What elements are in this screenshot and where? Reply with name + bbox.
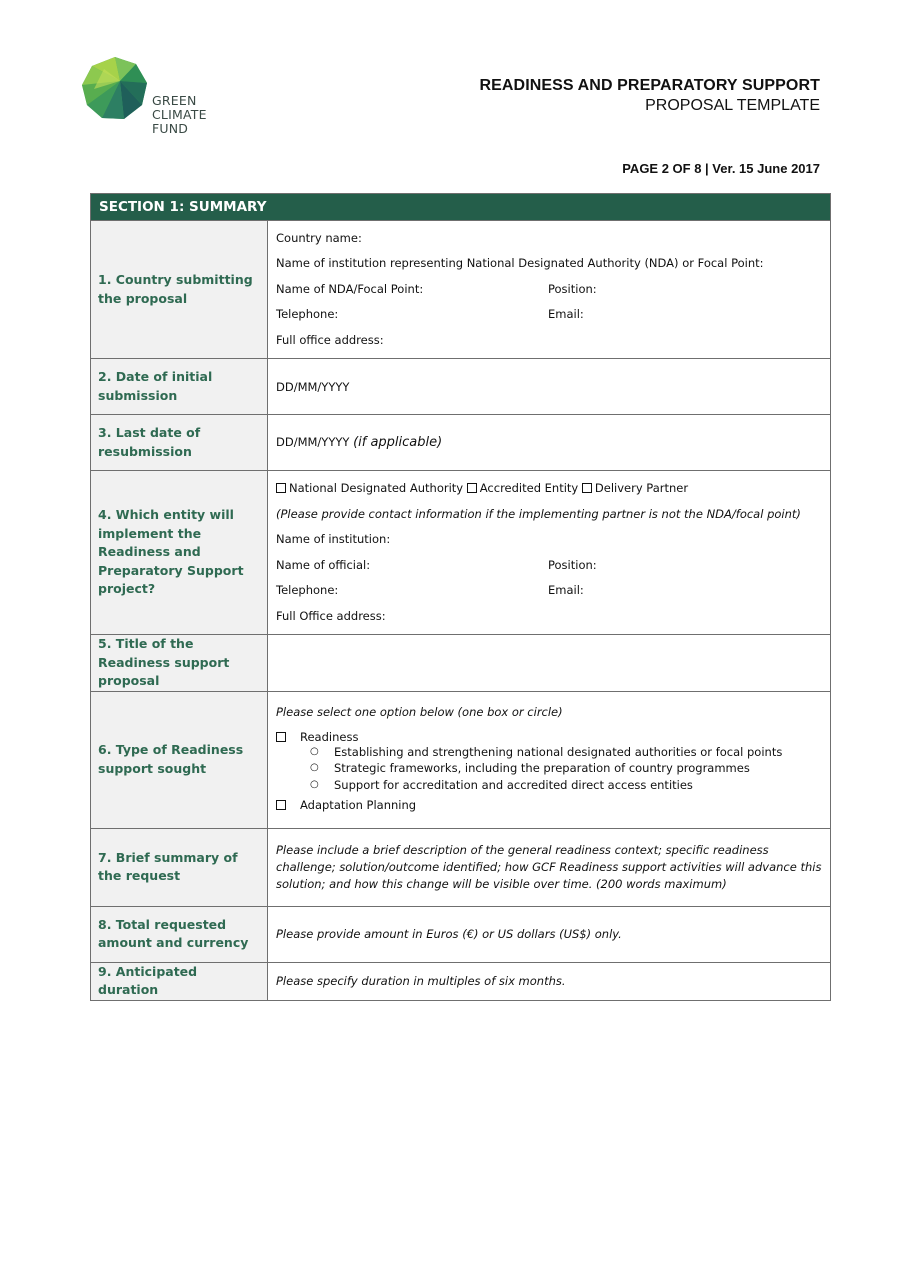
nda-position-field[interactable]: Position: (548, 281, 597, 296)
official-name-field[interactable]: Name of official: (276, 557, 371, 572)
document-title: READINESS AND PREPARATORY SUPPORT (479, 77, 820, 94)
checkbox-delivery-partner[interactable] (582, 483, 592, 493)
table-row (91, 691, 831, 828)
table-row (91, 221, 831, 359)
row-value (268, 691, 831, 828)
nda-name-field[interactable]: Name of NDA/Focal Point: (276, 281, 424, 296)
proposal-title-field[interactable] (268, 635, 831, 692)
sub-option-item[interactable] (276, 744, 822, 761)
summary-table (90, 193, 831, 1001)
document-header (479, 77, 820, 115)
nda-telephone-field[interactable]: Telephone: (276, 307, 339, 322)
logo-line: FUND (152, 121, 189, 136)
globe-logo-icon (80, 55, 150, 123)
nda-institution-field[interactable]: Name of institution representing National Designated Authority (NDA) or Focal Point: (276, 256, 764, 271)
date-format: DD/MM/YYYY (276, 435, 350, 449)
row-label: 4. Which entity will implement the Readiness and Preparatory Support project? (91, 471, 268, 635)
date-initial-field[interactable]: DD/MM/YYYY (268, 359, 831, 415)
section-header-row (91, 194, 831, 221)
summary-instruction: Please include a brief description of the general readiness context; specific readiness challenge; solution/outcome identified; how GCF Readiness support activities will advance this solution; and how this change will be visible over time. (200 words maximum) (276, 842, 822, 891)
entity-email-field[interactable]: Email: (548, 583, 584, 597)
row-label: 9. Anticipated duration (91, 962, 268, 1000)
logo-line: GREEN (152, 93, 197, 108)
row-label: 5. Title of the Readiness support proposal (91, 635, 268, 692)
checkbox-readiness[interactable] (276, 732, 286, 742)
table-row (91, 635, 831, 692)
duration-field[interactable]: Please specify duration in multiples of six months. (268, 962, 831, 1000)
row-label: 1. Country submitting the proposal (91, 221, 268, 359)
entity-institution-field[interactable]: Name of institution: (276, 532, 391, 546)
option-nda-label: National Designated Authority (289, 481, 464, 495)
page-info: PAGE 2 OF 8 | Ver. 15 June 2017 (622, 161, 820, 176)
sub-option-item[interactable] (276, 777, 822, 794)
checkbox-accredited-entity[interactable] (467, 483, 477, 493)
row-value (268, 221, 831, 359)
sub-option-label: Support for accreditation and accredited direct access entities (334, 777, 693, 792)
radio-circle-icon: ○ (310, 778, 319, 790)
nda-address-field[interactable]: Full office address: (276, 332, 384, 347)
table-row (91, 962, 831, 1000)
official-position-field[interactable]: Position: (548, 557, 597, 572)
sub-option-item[interactable] (276, 760, 822, 777)
table-row (91, 359, 831, 415)
table-row (91, 828, 831, 906)
section-title: SECTION 1: SUMMARY (91, 194, 831, 221)
summary-field[interactable] (268, 828, 831, 906)
row-label: 7. Brief summary of the request (91, 828, 268, 906)
sub-option-label: Strategic frameworks, including the preparation of country programmes (334, 761, 750, 776)
radio-circle-icon: ○ (310, 762, 319, 774)
readiness-label: Readiness (300, 729, 359, 744)
table-row (91, 471, 831, 635)
row-label: 8. Total requested amount and currency (91, 906, 268, 962)
option-dp-label: Delivery Partner (594, 481, 689, 495)
table-row (91, 906, 831, 962)
nda-email-field[interactable]: Email: (548, 307, 584, 322)
entity-address-field[interactable]: Full Office address: (276, 608, 386, 623)
date-note: (if applicable) (353, 435, 443, 450)
amount-field[interactable]: Please provide amount in Euros (€) or US dollars (US$) only. (268, 906, 831, 962)
row-label: 3. Last date of resubmission (91, 415, 268, 471)
option-ae-label: Accredited Entity (479, 481, 579, 495)
table-row (91, 415, 831, 471)
type-instruction: Please select one option below (one box or circle) (276, 705, 563, 720)
row-value (268, 471, 831, 635)
entity-telephone-field[interactable]: Telephone: (276, 583, 339, 597)
entity-instruction: (Please provide contact information if the implementing partner is not the NDA/focal point) (276, 506, 801, 521)
date-resubmission-field[interactable] (268, 415, 831, 471)
adaptation-label: Adaptation Planning (300, 798, 417, 813)
row-label: 2. Date of initial submission (91, 359, 268, 415)
logo-line: CLIMATE (152, 107, 207, 122)
logo-wordmark (152, 94, 207, 136)
radio-circle-icon: ○ (310, 745, 319, 757)
country-name-field[interactable]: Country name: (276, 230, 362, 245)
document-subtitle: PROPOSAL TEMPLATE (645, 97, 820, 114)
row-label: 6. Type of Readiness support sought (91, 691, 268, 828)
checkbox-nda[interactable] (276, 483, 286, 493)
gcf-logo (80, 55, 220, 145)
sub-option-label: Establishing and strengthening national designated authorities or focal points (334, 744, 783, 759)
checkbox-adaptation-planning[interactable] (276, 800, 286, 810)
